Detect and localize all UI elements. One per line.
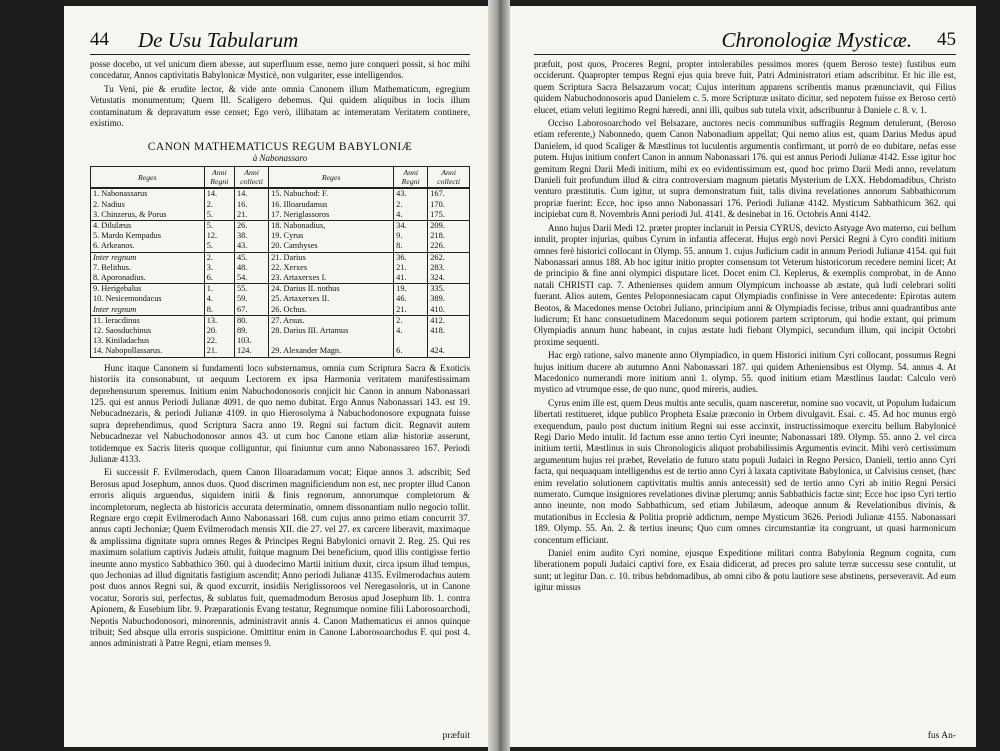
right-paragraph-5: Cyrus enim ille est, quem Deus multis ante seculis, quam nasceretur, nomine suo vocavit, ut Populum Iudaicum libertati restitueret, idque publico Propheta Esaiæ præconio in Orbem divulgavit. Esai. c. 45. Ad hoc munus ergò exequendum, paulo post ductum initium Regni sui esse accinxit, instructissimoque exercitu bellum Babylonicè Regi Dario Medo intulit. Id factum esse anno tertio Cyri ineunte; Nabonassari 189. Olymp. 55. anno 2. vel circa initium tertii, Mæstlinus in suis Chronologicis aliquot probabilissimis Argumentis evincit. Mihi verò certissimum argumentum hujus rei præbet, Revelatio de futuro statu populi Judaici in Regno Persico, Danieli, tertio anno Cyri facta, qui nequaquam intelligendus est de tertio anno Cyri à laxata captivitate Babylonica, ut Calvisius censet, (hæc enim revelatio solutionem captivitatis multis annis antecessit) sed de tertio anno Cyri ab initio Regni Persici numerato. Cumque insigniores revelationes divinæ plerumq; annis Sabbathicis factæ sint; Ecce hoc ipso Cyri tertio anno ineunte, non modo Sabbathicum, sed etiam Jubilæum, adeoque annum & Revelationibus divinis, & mutationibus in Ecclesia & Politia propriè addictum, nempe Mysticum 3626. Periodi Julianæ 4155. Nabonassari 189. Olymp. 55. An. 2. & tertius ineuns; Quo cum omnes circumstantiæ ita congruant, ut quasi harmonicum concentum efficiant.	[534, 397, 956, 545]
canon-row	[91, 294, 470, 304]
canon-cell: Inter regnum	[91, 305, 205, 316]
canon-cell: 4.	[394, 210, 428, 221]
canon-cell: 13.	[204, 315, 234, 326]
canon-cell: 218.	[428, 231, 470, 241]
canon-row	[91, 200, 470, 210]
canon-cell: 124.	[235, 346, 269, 357]
canon-cell: 29. Alexander Magn.	[269, 346, 394, 357]
header-anni-regni: Anni Regni	[204, 167, 234, 189]
canon-cell: 21. Darius	[269, 252, 394, 263]
canon-cell: 2.	[204, 200, 234, 210]
canon-cell: 8. Aporonadius.	[91, 273, 205, 284]
canon-cell: 3. Chinzerus, & Porus	[91, 210, 205, 221]
canon-cell: 412.	[428, 315, 470, 326]
canon-cell: 8.	[394, 241, 428, 252]
canon-cell: 2.	[204, 252, 234, 263]
canon-cell: 89.	[235, 326, 269, 336]
canon-row	[91, 315, 470, 326]
canon-cell: 410.	[428, 305, 470, 316]
header-anni-collecti: Anni collecti	[235, 167, 269, 189]
canon-cell: 324.	[428, 273, 470, 284]
canon-cell: 16.	[235, 200, 269, 210]
canon-cell: 21.	[394, 305, 428, 316]
right-paragraph-6: Daniel enim audito Cyri nomine, ejusque Expeditione militari contra Babylonia Regnum cognita, cum liberationem populi Judaici captivi fore, ex Esaia didicerat, ad preces pro salute terræ successu sese contulit, ut sunt; ut legitur Dan. c. 10. tribus hebdomadibus, ab omni cibo & potu lautiore sese abstinens, perseveravit. Ad eum igitur missus	[534, 548, 956, 593]
left-page-header	[90, 28, 470, 55]
canon-cell: 12.	[204, 231, 234, 241]
canon-cell: 4.	[394, 326, 428, 336]
right-paragraph-2: Occiso Laborosoarchodo vel Belsazare, auctores necis communibus suffragiis Regnum detulerunt, (Beroso etiam referente,) Nabonnedo, quem Canon Nabonadium appellat; Qui nemo alius est, quam Darius Medus apud Danielem, id quod Scaliger & Mæstlinus tot luculentis argumentis confirmant, ut porrò de eo dubitare, nefas esse putem. Hujus initium confert Canon in annum Nabonassari 176. qui est annus Periodi Julianæ 4142. Esse igitur hoc gemitum Regni Darii Medi initium, mihi ex eo evidentissimum est, quod hoc primo Darii Medi anno, revelatum Danieli fuit profundum illud & citra controversiam magnum pietatis Mysterium de LXX. Hebdomadibus, Christo venturo præstitutis. Cum igitur, ut supra demonstratum fuit, talis divina revelationes annorum Sabbathicorum propriæ fuerint: Ecce, hoc ipso anno Nabonassari 176. Periodi Julianæ 4142. Mysticum Sabbathicum 362. qui incipiebat cum 8. Novembris Anni periodi Jul. 4141. & desinebat in 16. Octobris Anni 4142.	[534, 118, 956, 220]
canon-cell: 209.	[428, 221, 470, 232]
book-gutter	[488, 0, 510, 751]
canon-cell: 226.	[428, 241, 470, 252]
canon-cell: 5.	[204, 221, 234, 232]
canon-cell: 26. Ochus.	[269, 305, 394, 316]
canon-title: CANON MATHEMATICUS REGUM BABYLONIÆ	[147, 141, 413, 154]
canon-cell	[394, 336, 428, 346]
canon-header-row	[91, 167, 470, 189]
left-catchword: præfuit	[442, 731, 470, 741]
header-reges: Reges	[269, 167, 394, 189]
canon-cell: 6.	[394, 346, 428, 357]
canon-cell: 38.	[235, 231, 269, 241]
header-anni-regni: Anni Regni	[394, 167, 428, 189]
canon-cell: 7. Belithus.	[91, 263, 205, 273]
canon-cell: 335.	[428, 284, 470, 295]
right-catchword: fus An-	[927, 731, 956, 741]
canon-cell: 26.	[235, 221, 269, 232]
canon-cell: 167.	[428, 188, 470, 199]
canon-cell: 283.	[428, 263, 470, 273]
canon-cell: 17. Neriglassoros	[269, 210, 394, 221]
canon-cell: 389.	[428, 294, 470, 304]
canon-cell: 5.	[204, 241, 234, 252]
canon-cell: 6.	[204, 273, 234, 284]
left-paragraph-1: posse docebo, ut vel unicum diem abesse, aut superfluum esse, nemo jure conqueri possit, si hoc mihi concedatur, Annos captivitatis Babylonicæ Mysticè, non vulgariter, esse intelligendos.	[90, 59, 470, 81]
canon-row	[91, 231, 470, 241]
canon-cell	[269, 336, 394, 346]
left-running-title: De Usu Tabularum	[138, 28, 299, 52]
left-page	[64, 6, 488, 747]
canon-cell: 14.	[204, 188, 234, 199]
canon-row	[91, 305, 470, 316]
canon-cell: 4. Dilulæus	[91, 221, 205, 232]
canon-cell: 45.	[235, 252, 269, 263]
canon-cell: 175.	[428, 210, 470, 221]
right-page-header	[534, 28, 956, 55]
canon-cell: 41.	[394, 273, 428, 284]
canon-cell: 2. Nadius	[91, 200, 205, 210]
canon-cell: 12. Saosduchinus	[91, 326, 205, 336]
canon-cell: 13. Kiniladachus	[91, 336, 205, 346]
right-paragraph-3: Anno hujus Darii Medi 12. præter propter inclaruit in Persia CYRUS, devicto Astyage Avo materno, cui bellum intulit, propter injurias, quibus Cyrum in infantia affecerat. Hujus ergò novi Persici Regni à Cyro conditi initium omnes ferè historici collocant in Olymp. 55. annum 1. cujus Judicium cadit in annum Periodi Julianæ 4154. qui fuit Nabonassari annus 188. Ab hoc igitur initio propter consensum tot Veterum historicorum recedere nemini licet; At de principio & fine anni olympici disputare licet. Docet enim Cl. Keplerus, & exemplis comprobat, in de Anno natali CHRISTI cap. 7. Athenienses quidem annum Olympicum inchoasse ab æstate, quà ludi celebrari soliti fuerant. Alios autem, Gentes Peloponnesiacam caput Olympiadis confinisse in Vere antecedente: Epirotas autem Beotos, & Macedones mense Octobri Juliano, principium anni & Olympiadis fecisse, tribus anni quadrantibus ante ludicrum; Et hanc consuetudinem Macedonum sequi potiorem partem scriptorum, qui hodie extant, qui primum Olympiadis annum hunc habeant, in cujus æstate ludi fiebant Olympici, secundum illum, qui incipit Octobri proxime sequenti.	[534, 222, 956, 347]
canon-cell: 20. Cambyses	[269, 241, 394, 252]
canon-cell	[428, 336, 470, 346]
canon-cell: 22. Xerxes	[269, 263, 394, 273]
canon-cell: 9.	[394, 231, 428, 241]
canon-cell: 34.	[394, 221, 428, 232]
canon-cell: 8.	[204, 305, 234, 316]
canon-cell: 48.	[235, 263, 269, 273]
canon-subtitle: à Nabonassaro	[252, 153, 308, 164]
canon-cell: 43.	[235, 241, 269, 252]
canon-cell: Inter regnum	[91, 252, 205, 263]
canon-row	[91, 188, 470, 199]
canon-cell: 1. Nabonassarus	[91, 188, 205, 199]
canon-cell: 9. Herigebalus	[91, 284, 205, 295]
canon-cell: 6. Arkeanos.	[91, 241, 205, 252]
canon-cell: 43.	[394, 188, 428, 199]
canon-cell: 67.	[235, 305, 269, 316]
canon-cell: 21.	[394, 263, 428, 273]
canon-row	[91, 346, 470, 357]
canon-cell: 54.	[235, 273, 269, 284]
right-running-title: Chronologiæ Mysticæ.	[721, 28, 912, 52]
canon-cell: 15. Nabuchod: F.	[269, 188, 394, 199]
canon-cell: 19. Cyrus	[269, 231, 394, 241]
canon-cell: 5. Mardo Kempadus	[91, 231, 205, 241]
canon-table	[90, 166, 470, 357]
canon-cell: 36.	[394, 252, 428, 263]
canon-cell: 3.	[204, 263, 234, 273]
canon-cell: 27. Arsus.	[269, 315, 394, 326]
left-paragraph-4: Ei successit F. Evilmerodach, quem Canon Illoaradamum vocat; Eique annos 3. adscribit; Sed Berosus apud Josephum, annos duos. Quod discrimen magnificiendum non est, nec propter illud Canon erroris aliquis arguendus, siquidem initii & finis regnorum, annorumque completorum & incompletorum, neglecta ab historicis accurata determinatio, omnem dissonantiam nullo negocio tollit. Regnare ergo cœpit Evilmerodach Anno Nabonassari 168. cum cujus anno primo etiam concurrit 37. annus capti Jechoniæ; Quem Evilmerodach mensis XII. die 27. vel 27. ex carcere liberavit, maximaque & amplissima dignitate supra omnes Reges & Principes Regni Babylonici ornavit 2. Reg. 25. Qui res maximum solatium captivis Judæis attulit, fuitque magnum Dei beneficium, quod illis contigisse fertio ineunte anno mystico Sabbathico 360. qui à duodecimo Martii initium duxit, circa ipsum illud tempus, quo Jechonias ad illud dignitatis fastigium ascendit; Anno periodi Julianæ 4135. Evilmerodachus autem post duos annos Regni sui, & quod excurrit, insidiis Neriglissoroos vel Neregasoloris, ut in Canone vocatur, Sororis sui, perfectus, & sublatus fuit, quemadmodum Berosus apud Josephum lib. 1. contra Apionem, & Eusebium libr. 9. Præparationis Evang testatur, Regnumque nomine filii Laborosoarchodi, Nepotis Nabuchodonosori, minorennis, administravit annis 4. Canon Mathematicus ei annos quinque tribuit; Sed absque ulla erroris suspicione. Omittitur enim in Canone Laborosoarchodus F. qui post 4. annos administrati à Patre Regni, etiam menses 9.	[90, 467, 470, 649]
canon-cell: 2.	[394, 315, 428, 326]
right-page	[510, 6, 976, 747]
canon-row	[91, 326, 470, 336]
canon-cell: 5.	[204, 210, 234, 221]
canon-cell: 16. Illoarudamus	[269, 200, 394, 210]
canon-cell: 10. Nesicemondacus	[91, 294, 205, 304]
canon-cell: 170.	[428, 200, 470, 210]
canon-cell: 418.	[428, 326, 470, 336]
left-paragraph-2: Tu Veni, pie & erudite lector, & vide ante omnia Canonem illum Mathematicum, egregium Vetustatis monumentum; Quem Ill. Scaligero debemus. Qui quidem aliquibus in locis illum contaminatum & depravatum esse censet; Ego verò, illibatam ac intemeratam Veritatem continere, existimo.	[90, 83, 470, 129]
canon-row	[91, 284, 470, 295]
right-paragraph-4: Hac ergò ratione, salvo manente anno Olympiadico, in quem Historici initium Cyri collocant, possumus Regni hujus initium ducere ab autumno Anni Nabonassari 187. qui quidem Atheniensibus est Olymp. 54. annus 4. At Macedonico numerandi more initium anni 1. olymp. 55. quod initium etiam Mæstlinus laudat: Calculo verò mystico ad vtrumque esse, de quo nunc, quod mireris, audies.	[534, 350, 956, 395]
canon-row	[91, 263, 470, 273]
canon-cell: 25. Artaxerxes II.	[269, 294, 394, 304]
left-paragraph-3: Hunc itaque Canonem si fundamenti loco substernamus, omnia cum Scriptura Sacra & Exoticis historiis ita consonabunt, ut aequum Lectorem ex ipsa Harmonia veritatem manifestissimam deprehensurum speremus. Initium enim Nabuchodonosoris conjicit hic Canon in annum Nabonassari 125. qui est annus Periodi Julianæ 4091. de quo nemo dubitat. Ergo Annus Nabonassari 143. est 19. Nebucadnezaris, & periodi Julianæ 4109. in quo Hierosolyma à Nabuchodonosore expugnata fuisse supra deprehendimus, quod Scriptura Sacra anno 19. Regni sui factum dicit. Regnavit autem Nebucadnezar vel Nabuchodonosor annos 43. ut cum hoc Canone etiam aliæ historiæ asserunt, totidemque ex Sacris literis quoque colliguntur, qui finiuntur cum anno Nabonassareo 167. Periodi Julianæ 4133.	[90, 362, 470, 464]
canon-cell: 24. Darius II. nothus	[269, 284, 394, 295]
canon-row	[91, 336, 470, 346]
canon-cell: 21.	[235, 210, 269, 221]
canon-cell: 18. Nabonadius,	[269, 221, 394, 232]
canon-cell: 55.	[235, 284, 269, 295]
canon-cell: 11. Ieracdinus	[91, 315, 205, 326]
canon-cell: 22.	[204, 336, 234, 346]
canon-cell: 23. Artaxerxes I.	[269, 273, 394, 284]
canon-cell: 1.	[204, 284, 234, 295]
right-page-number: 45	[937, 29, 956, 50]
canon-cell: 14. Nabopollassarus.	[91, 346, 205, 357]
canon-row	[91, 273, 470, 284]
canon-row	[91, 221, 470, 232]
canon-cell: 28. Darius III. Artamus	[269, 326, 394, 336]
right-paragraph-1: præfuit, post quos, Proceres Regni, propter intolerabiles pessimos mores (quem Beroso teste) fustibus eum occiderunt. Quapropter tempus Regni ejus quia breve fuit, Patri Administratori etiam adscribitur. Et hic ille est, quem Scriptura Sacra Belsazarum vocat; Cujus interitum apparens scribentis manus prænunciavit, qui Filius quidem Nabuchodonosoris apud Danielem c. 5. more Scripturæ usitato dicitur, sed nepotem fuisse ex Beroso certò elucet, etiam veluti legitimo Regni hæredi, anni illi, quibus sub tutela vixit, adscribuntur à Daniele c. 8. v. 1.	[534, 59, 956, 115]
canon-cell: 46.	[394, 294, 428, 304]
canon-cell: 80.	[235, 315, 269, 326]
header-reges: Reges	[91, 167, 205, 189]
canon-cell: 19.	[394, 284, 428, 295]
canon-cell: 20.	[204, 326, 234, 336]
canon-row	[91, 252, 470, 263]
canon-table-body	[91, 188, 470, 357]
canon-cell: 59.	[235, 294, 269, 304]
canon-cell: 2.	[394, 200, 428, 210]
canon-row	[91, 241, 470, 252]
canon-cell: 14.	[235, 188, 269, 199]
canon-cell: 4.	[204, 294, 234, 304]
canon-cell: 424.	[428, 346, 470, 357]
canon-cell: 262.	[428, 252, 470, 263]
canon-row	[91, 210, 470, 221]
canon-cell: 103.	[235, 336, 269, 346]
canon-cell: 21.	[204, 346, 234, 357]
left-page-number: 44	[90, 29, 109, 50]
header-anni-collecti: Anni collecti	[428, 167, 470, 189]
